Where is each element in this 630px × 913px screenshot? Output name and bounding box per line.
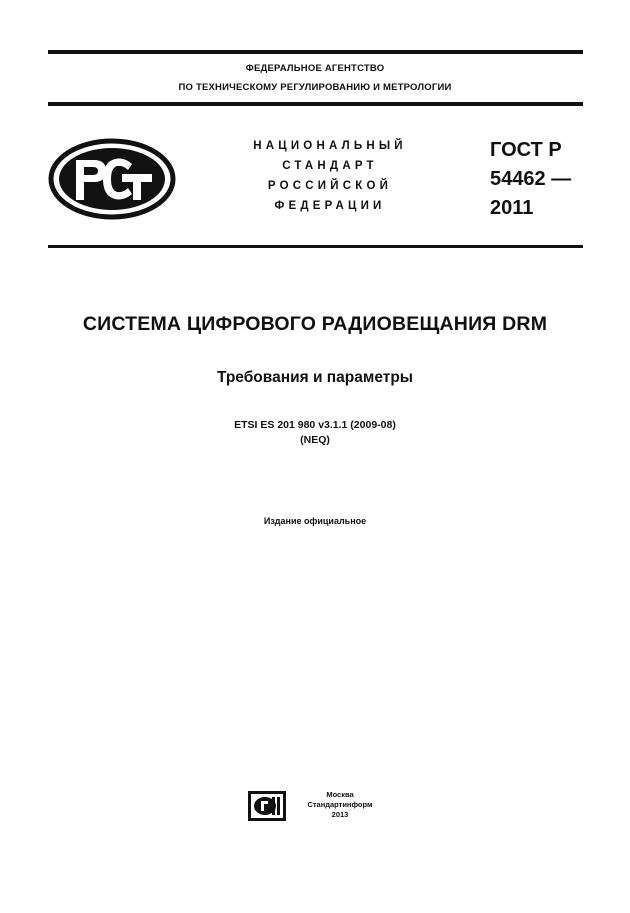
publisher-year: 2013 [331, 810, 349, 819]
publisher-name: Стандартинформ [307, 800, 373, 809]
edition-note: Издание официальное [263, 516, 367, 526]
document-title: СИСТЕМА ЦИФРОВОГО РАДИОВЕЩАНИЯ DRM [82, 313, 548, 335]
agency-rule [48, 102, 583, 106]
document-subtitle: Требования и параметры [216, 369, 414, 386]
standard-type-line-1: НАЦИОНАЛЬНЫЙ [253, 140, 407, 152]
standard-type-line-3: РОССИЙСКОЙ [267, 180, 393, 192]
agency-line-2: ПО ТЕХНИЧЕСКОМУ РЕГУЛИРОВАНИЮ И МЕТРОЛОГИИ [178, 82, 452, 93]
standard-type-line-4: ФЕДЕРАЦИИ [274, 200, 386, 212]
top-rule [48, 50, 583, 54]
pct-certification-mark-icon [48, 138, 176, 220]
publisher-city: Москва [326, 790, 354, 799]
reference-standard: ETSI ES 201 980 v3.1.1 (2009-08) [234, 419, 396, 431]
standard-type-line-2: СТАНДАРТ [282, 160, 378, 172]
designation-line-1: ГОСТ Р [490, 139, 562, 161]
equivalence-degree: (NEQ) [300, 434, 330, 446]
designation-line-3: 2011 [490, 197, 534, 219]
header-bottom-rule [48, 245, 583, 248]
agency-line-1: ФЕДЕРАЛЬНОЕ АГЕНТСТВО [245, 63, 385, 74]
standartinform-logo-icon [248, 791, 286, 821]
designation-line-2: 54462 — [490, 168, 572, 190]
